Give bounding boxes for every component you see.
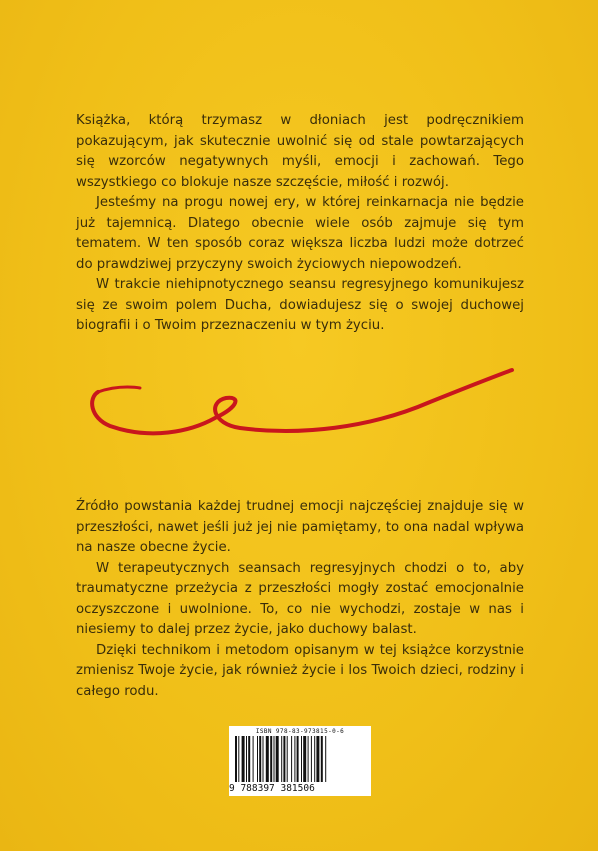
isbn-label: ISBN 978-83-973815-0-6 bbox=[255, 728, 345, 735]
paragraph: W terapeutycznych seansach regresyjnych chodzi o to, aby traumatyczne przeżycia z przeszłości mogły zostać emocjonalnie oczyszczone i uwolnione. To, co nie wychodzi, zostaje w nas i niesiemy to dalej przez życie, jako duchowy balast. bbox=[76, 560, 524, 637]
paragraph: Jesteśmy na progu nowej ery, w której reinkarnacja nie będzie już tajemnicą. Dlatego obecnie wiele osób zajmuje się tym tematem. W ten sposób coraz większa liczba ludzi może dotrzeć do prawdziwej przyczyny swoich życiowych niepowodzeń. bbox=[76, 195, 524, 272]
barcode-number: 9 788397 381506 bbox=[229, 783, 315, 794]
paragraph: Książka, którą trzymasz w dłoniach jest podręcznikiem pokazującym, jak skutecznie uwolnić się od stale powtarzających się wzorców negatywnych myśli, emocji i zachowań. Tego wszystkiego co blokuje nasze szczęście, miłość i rozwój. bbox=[76, 113, 524, 190]
red-thread-illustration bbox=[80, 358, 520, 458]
paragraph: Dzięki technikom i metodom opisanym w tej książce korzystnie zmienisz Twoje życie, jak również życie i los Twoich dzieci, rodziny i całego rodu. bbox=[76, 642, 524, 699]
paragraph: W trakcie niehipnotycznego seansu regresyjnego komunikujesz się ze swoim polem Ducha, dowiadujesz się o swojej duchowej biografii i o Twoim przeznaczeniu w tym życiu. bbox=[76, 277, 524, 333]
paragraph: Źródło powstania każdej trudnej emocji najczęściej znajduje się w przeszłości, nawet jeśli już jej nie pamiętamy, to ona nadal wpływa na nasze obecne życie. bbox=[76, 499, 524, 555]
description-top bbox=[76, 111, 524, 337]
description-bottom bbox=[76, 497, 524, 702]
